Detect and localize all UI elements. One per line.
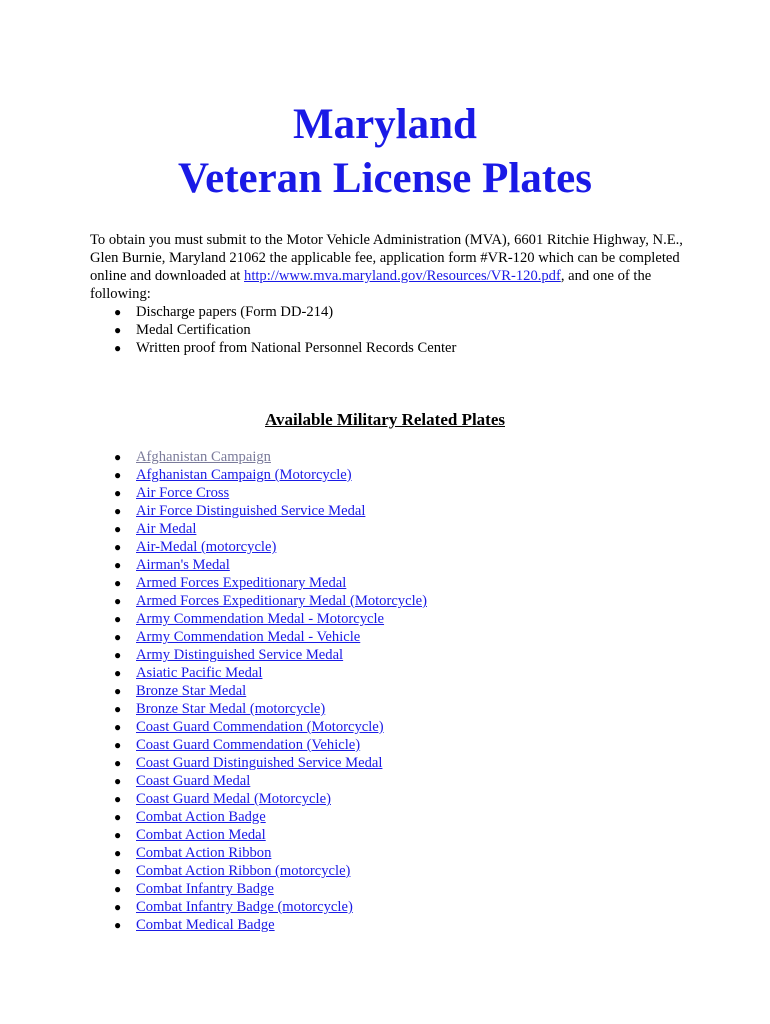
plate-link[interactable]: Afghanistan Campaign	[136, 449, 271, 465]
bullet-icon: ●	[114, 341, 122, 355]
list-item	[90, 772, 690, 790]
list-item	[90, 448, 690, 466]
list-item	[90, 736, 690, 754]
list-item	[90, 339, 690, 357]
bullet-icon: ●	[114, 630, 122, 644]
page-title-line-2: Veteran License Plates	[178, 155, 592, 202]
list-item	[90, 862, 690, 880]
bullet-icon: ●	[114, 810, 122, 824]
list-item	[90, 826, 690, 844]
plate-link[interactable]: Army Commendation Medal - Vehicle	[136, 629, 361, 645]
list-item	[90, 628, 690, 646]
list-item	[90, 898, 690, 916]
plate-link[interactable]: Coast Guard Medal	[136, 773, 251, 789]
requirement-label: Medal Certification	[136, 322, 251, 338]
bullet-icon: ●	[114, 882, 122, 896]
plates-list	[90, 448, 690, 934]
plate-link[interactable]: Combat Action Medal	[136, 827, 266, 843]
list-item	[90, 718, 690, 736]
list-item	[90, 880, 690, 898]
plate-link[interactable]: Coast Guard Commendation (Vehicle)	[136, 737, 361, 753]
bullet-icon: ●	[114, 792, 122, 806]
intro-section	[90, 231, 690, 357]
plate-link[interactable]: Combat Infantry Badge (motorcycle)	[136, 899, 353, 915]
bullet-icon: ●	[114, 684, 122, 698]
bullet-icon: ●	[114, 323, 122, 337]
list-item	[90, 556, 690, 574]
plate-link[interactable]: Air Medal	[136, 521, 197, 537]
plate-link[interactable]: Afghanistan Campaign (Motorcycle)	[136, 467, 352, 483]
plate-link[interactable]: Coast Guard Commendation (Motorcycle)	[136, 719, 384, 735]
bullet-icon: ●	[114, 900, 122, 914]
requirement-label: Written proof from National Personnel Records Center	[136, 340, 457, 356]
bullet-icon: ●	[114, 756, 122, 770]
list-item	[90, 682, 690, 700]
bullet-icon: ●	[114, 612, 122, 626]
plate-link[interactable]: Air Force Distinguished Service Medal	[136, 503, 366, 519]
bullet-icon: ●	[114, 846, 122, 860]
list-item	[90, 610, 690, 628]
plate-link[interactable]: Asiatic Pacific Medal	[136, 665, 263, 681]
plate-link[interactable]: Army Commendation Medal - Motorcycle	[136, 611, 385, 627]
bullet-icon: ●	[114, 738, 122, 752]
bullet-icon: ●	[114, 450, 122, 464]
plate-link[interactable]: Coast Guard Distinguished Service Medal	[136, 755, 383, 771]
list-item	[90, 466, 690, 484]
bullet-icon: ●	[114, 828, 122, 842]
plate-link[interactable]: Airman's Medal	[136, 557, 230, 573]
bullet-icon: ●	[114, 504, 122, 518]
plate-link[interactable]: Bronze Star Medal	[136, 683, 247, 699]
plates-heading: Available Military Related Plates	[265, 410, 505, 429]
bullet-icon: ●	[114, 540, 122, 554]
plate-link[interactable]: Combat Action Badge	[136, 809, 266, 825]
bullet-icon: ●	[114, 666, 122, 680]
page-title-line-1: Maryland	[293, 101, 477, 148]
plate-link[interactable]: Armed Forces Expeditionary Medal (Motorcycle)	[136, 593, 427, 609]
requirements-list	[90, 303, 690, 357]
bullet-icon: ●	[114, 918, 122, 932]
list-item	[90, 502, 690, 520]
plate-link[interactable]: Air Force Cross	[136, 485, 230, 501]
plate-link[interactable]: Air-Medal (motorcycle)	[136, 539, 277, 555]
list-item	[90, 790, 690, 808]
bullet-icon: ●	[114, 594, 122, 608]
intro-paragraph	[90, 231, 690, 303]
list-item	[90, 484, 690, 502]
list-item	[90, 646, 690, 664]
plate-link[interactable]: Combat Action Ribbon (motorcycle)	[136, 863, 351, 879]
bullet-icon: ●	[114, 648, 122, 662]
bullet-icon: ●	[114, 720, 122, 734]
bullet-icon: ●	[114, 774, 122, 788]
list-item	[90, 538, 690, 556]
list-item	[90, 844, 690, 862]
intro-text: To obtain you must submit to the Motor Vehicle Administration (MVA), 6601 Ritchie Highway, N.E., Glen Burnie, Maryland 21062 the applicable fee, application form #VR-120 which can be completed online and downloaded at	[90, 232, 683, 284]
list-item	[90, 592, 690, 610]
bullet-icon: ●	[114, 558, 122, 572]
bullet-icon: ●	[114, 486, 122, 500]
plate-link[interactable]: Combat Infantry Badge	[136, 881, 274, 897]
plate-link[interactable]: Armed Forces Expeditionary Medal	[136, 575, 347, 591]
bullet-icon: ●	[114, 576, 122, 590]
list-item	[90, 321, 690, 339]
requirement-label: Discharge papers (Form DD-214)	[136, 304, 334, 320]
list-item	[90, 700, 690, 718]
list-item	[90, 754, 690, 772]
list-item	[90, 303, 690, 321]
list-item	[90, 574, 690, 592]
intro-text-end: , and one of the following:	[90, 268, 652, 302]
plate-link[interactable]: Combat Action Ribbon	[136, 845, 272, 861]
list-item	[90, 520, 690, 538]
bullet-icon: ●	[114, 468, 122, 482]
vr-120-form-link[interactable]: http://www.mva.maryland.gov/Resources/VR-120.pdf	[244, 268, 561, 284]
bullet-icon: ●	[114, 864, 122, 878]
bullet-icon: ●	[114, 702, 122, 716]
plate-link[interactable]: Combat Medical Badge	[136, 917, 275, 933]
list-item	[90, 916, 690, 934]
list-item	[90, 664, 690, 682]
plate-link[interactable]: Coast Guard Medal (Motorcycle)	[136, 791, 331, 807]
list-item	[90, 808, 690, 826]
bullet-icon: ●	[114, 522, 122, 536]
bullet-icon: ●	[114, 305, 122, 319]
plate-link[interactable]: Army Distinguished Service Medal	[136, 647, 344, 663]
plate-link[interactable]: Bronze Star Medal (motorcycle)	[136, 701, 326, 717]
